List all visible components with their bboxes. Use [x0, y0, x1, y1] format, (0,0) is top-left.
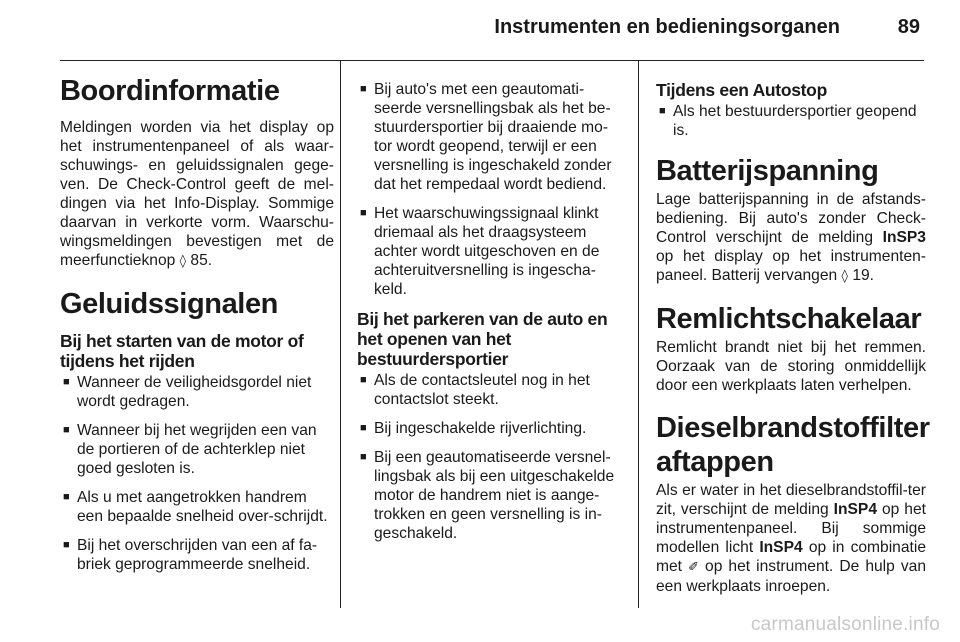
list-item-text: Bij een geautomatiseerde versnel-lingsbak als bij een uitgeschakelde motor de handrem niet is aange-trokken en geen versnelling is in-geschakeld. [374, 449, 615, 542]
list-autostop [656, 102, 926, 140]
list-item-text: Bij het overschrijden van een af fa-briek geprogrammeerde snelheid. [77, 537, 318, 573]
display-code: InSP4 [759, 539, 803, 556]
heading-remlichtschakelaar: Remlichtschakelaar [656, 303, 922, 335]
paragraph-text: Als er water in het dieselbrandstoffil-ter zit, verschijnt de melding [656, 482, 926, 518]
bullet-icon: ■ [63, 424, 70, 436]
paragraph-text: op het display op het instrumenten-paneel. Batterij vervangen [656, 248, 926, 284]
paragraph-batterijspanning [656, 190, 926, 286]
watermark: carmanualsonline.info [750, 614, 940, 635]
column-2 [357, 66, 623, 608]
list-item-text: Als u met aangetrokken handrem een bepaalde snelheid over-schrijdt. [77, 489, 328, 525]
list-item-text: Wanneer bij het wegrijden een van de portieren of de achterklep niet goed gesloten is. [77, 422, 317, 477]
list-item-text: Bij ingeschakelde rijverlichting. [374, 420, 587, 437]
bullet-icon: ■ [360, 374, 367, 386]
bullet-icon: ■ [360, 207, 367, 219]
paragraph-text: op het instrument. De hulp van een werkplaats inroepen. [656, 558, 926, 595]
column-1 [60, 66, 334, 608]
page-ref-icon: ◊ [841, 269, 848, 284]
chapter-title: Instrumenten en bedieningsorganen [494, 16, 840, 38]
display-code: InSP3 [882, 229, 926, 246]
paragraph-boordinformatie [60, 118, 334, 271]
list-item-text: Als het bestuurdersportier geopend is. [673, 103, 917, 139]
display-code: InSP4 [833, 501, 877, 518]
paragraph-remlicht: Remlicht brandt niet bij het remmen. Oorzaak van de storing onmiddellijk door een werkplaats laten verhelpen. [656, 339, 926, 394]
bullet-icon: ■ [659, 105, 666, 117]
page-ref: 85. [190, 252, 213, 269]
paragraph-text: op in combinatie met [656, 539, 926, 575]
list-item-text: Bij auto's met een geautomati-seerde versnellingsbak als het be-stuurdersportier bij draaiende mo-tor wordt geopend, terwijl er een versnelling is ingeschakeld zonder dat het rempedaal wordt bediend. [374, 81, 612, 193]
bullet-icon: ■ [63, 376, 70, 388]
bullet-icon: ■ [360, 83, 367, 95]
paragraph-text: Lage batterijspanning in de afstands-bediening. Bij auto's zonder Check-Control verschijnt de melding [656, 191, 926, 246]
heading-starten-rijden: Bij het starten van de motor of tijdens het rijden [60, 331, 304, 371]
heading-batterijspanning: Batterijspanning [656, 155, 879, 187]
header-divider [60, 60, 924, 61]
list-item [357, 371, 623, 409]
bullet-icon: ■ [63, 491, 70, 503]
list-start [60, 373, 334, 574]
paragraph-text: Meldingen worden via het display op het instrumentenpaneel of als waar-schuwings- en geluidssignalen gege-ven. De Check-Control geeft de mel-dingen via het Info-Display. Sommige daarvan in verkorte vorm. Waarschu-wingsmeldingen bevestigen met de meerfunctieknop [60, 119, 334, 269]
list-park [357, 371, 623, 543]
list-item [357, 80, 623, 194]
list-item [357, 419, 623, 438]
list-item-text: Als de contactsleutel nog in het contactslot steekt. [374, 372, 590, 408]
page-ref-icon: ◊ [179, 254, 187, 269]
list-item-text: Het waarschuwingssignaal klinkt driemaal als het draagsysteem achter wordt uitgeschoven en de achteruitversnelling is ingescha-keld. [374, 205, 600, 298]
page-header [0, 0, 960, 58]
wrench-icon: ✐ [688, 560, 699, 575]
page-number: 89 [897, 16, 920, 38]
column-divider-left [340, 60, 341, 608]
column-3 [656, 66, 930, 608]
list-item [60, 421, 334, 478]
heading-geluidssignalen: Geluidssignalen [60, 288, 278, 320]
list-item [60, 488, 334, 526]
list-item [60, 373, 334, 411]
page-ref: 19. [852, 267, 874, 284]
list-start-continued [357, 80, 623, 299]
list-item [357, 448, 623, 543]
heading-autostop: Tijdens een Autostop [656, 80, 827, 100]
list-item [656, 102, 926, 140]
list-item [357, 204, 623, 299]
heading-parkeren: Bij het parkeren van de auto en het openen van het bestuurdersportier [357, 309, 608, 369]
list-item [60, 536, 334, 574]
list-item-text: Wanneer de veiligheidsgordel niet wordt gedragen. [77, 374, 312, 410]
column-divider-right [638, 60, 639, 608]
paragraph-dieselfilter [656, 481, 926, 596]
paragraph-text: op het instrumentenpaneel. Bij sommige modellen licht [656, 501, 926, 556]
heading-dieselfilter: Dieselbrandstoffilter aftappen [656, 412, 930, 478]
bullet-icon: ■ [360, 451, 367, 463]
bullet-icon: ■ [360, 422, 367, 434]
heading-boordinformatie: Boordinformatie [60, 75, 280, 107]
bullet-icon: ■ [63, 539, 70, 551]
